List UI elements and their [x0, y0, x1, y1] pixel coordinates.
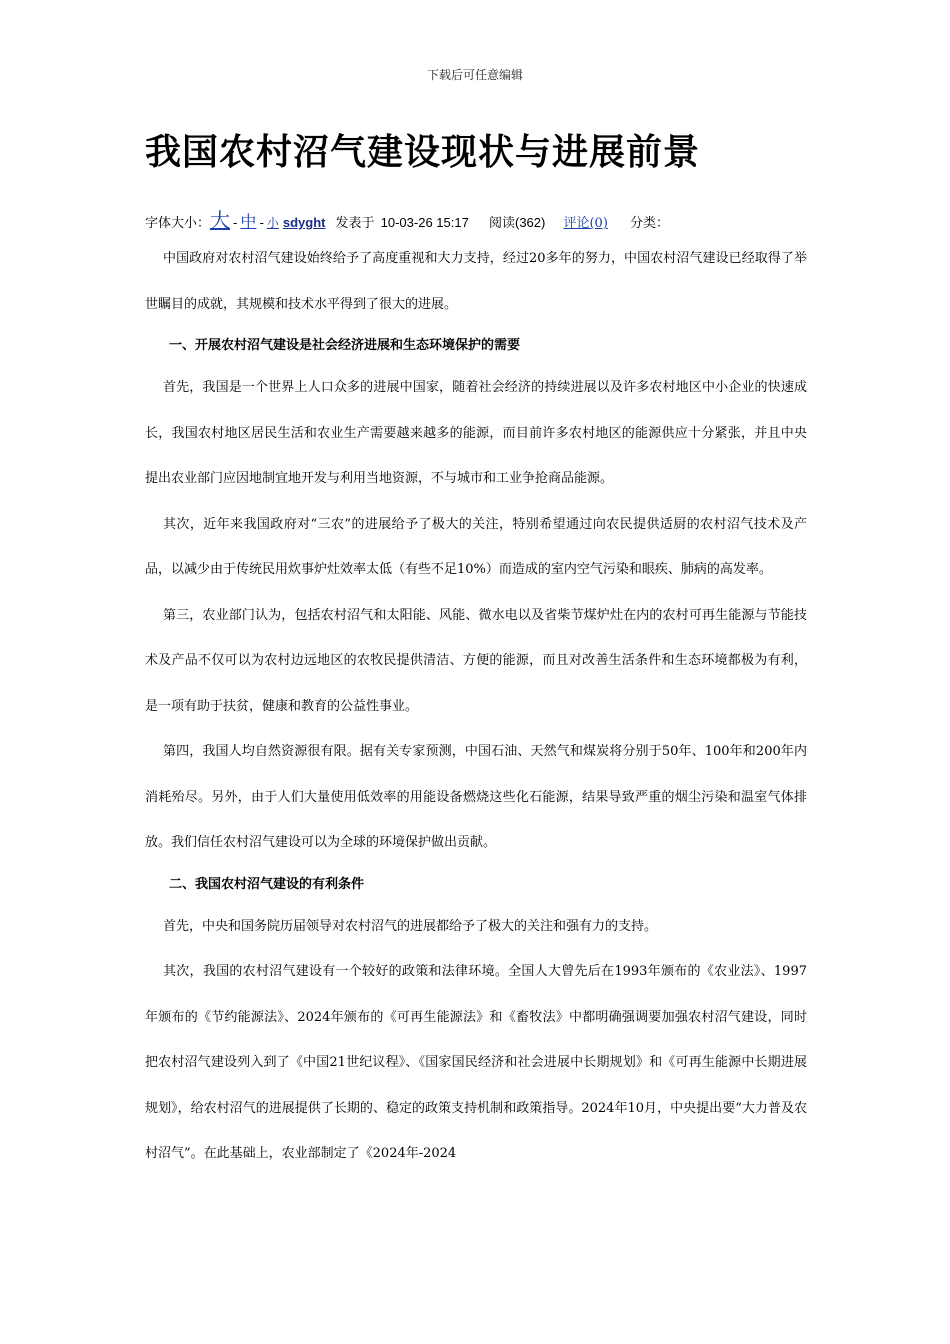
reads-count: (362): [514, 215, 546, 230]
font-size-large-link[interactable]: 大: [210, 208, 231, 232]
section-heading: 二、我国农村沼气建设的有利条件: [169, 876, 365, 892]
paragraph: 中国政府对农村沼气建设始终给予了高度重视和大力支持，经过20多年的努力，中国农村沼气建设已经取得了举世瞩目的成就，其规模和技术水平得到了很大的进展。: [145, 251, 807, 312]
paragraph: 第四，我国人均自然资源很有限。据有关专家预测，中国石油、天然气和煤炭将分别于50年、100年和200年内消耗殆尽。另外，由于人们大量使用低效率的用能设备燃烧这些化石能源，结果导致严重的烟尘污染和温室气体排放。我们信任农村沼气建设可以为全球的环境保护做出贡献。: [145, 744, 807, 850]
font-size-label: 字体大小：: [145, 216, 211, 231]
category-label: 分类：: [630, 216, 670, 231]
paragraph: 首先，我国是一个世界上人口众多的进展中国家，随着社会经济的持续进展以及许多农村地区中小企业的快速成长，我国农村地区居民生活和农业生产需要越来越多的能源，而目前许多农村地区的能源供应十分紧张，并且中央提出农业部门应因地制宜地开发与利用当地资源，不与城市和工业争抢商品能源。: [145, 380, 807, 486]
comments-link[interactable]: 评论(0): [563, 216, 608, 231]
font-size-small-link[interactable]: 小: [266, 216, 279, 230]
posted-label: 发表于: [335, 216, 375, 231]
paragraph: 其次，我国的农村沼气建设有一个较好的政策和法律环境。全国人大曾先后在1993年颁布的《农业法》、1997年颁布的《节约能源法》、2024年颁布的《可再生能源法》和《畜牧法》中都明确强调要加强农村沼气建设，同时把农村沼气建设列入到了《中国21世纪议程》、《国家国民经济和社会进展中长期规划》和《可再生能源中长期进展规划》，给农村沼气的进展提供了长期的、稳定的政策支持机制和政策指导。2024年10月，中央提出要“大力普及农村沼气”。在此基础上，农业部制定了《2024年-2024: [145, 964, 807, 1161]
article-title: 我国农村沼气建设现状与进展前景: [145, 131, 701, 173]
posted-date: 10-03-26 15:17: [380, 215, 469, 230]
article-body: [145, 236, 807, 1177]
separator: -: [233, 216, 238, 231]
article-meta: [145, 204, 669, 233]
paragraph: 首先，中央和国务院历届领导对农村沼气的进展都给予了极大的关注和强有力的支持。: [163, 918, 658, 934]
font-size-medium-link[interactable]: 中: [240, 212, 257, 231]
separator: -: [259, 216, 264, 231]
paragraph: 第三，农业部门认为，包括农村沼气和太阳能、风能、微水电以及省柴节煤炉灶在内的农村可再生能源与节能技术及产品不仅可以为农村边远地区的农牧民提供清洁、方便的能源，而且对改善生活条件和生态环境都极为有利，是一项有助于扶贫，健康和教育的公益性事业。: [145, 607, 807, 714]
paragraph: 其次，近年来我国政府对“三农”的进展给予了极大的关注，特别希望通过向农民提供适厨的农村沼气技术及产品，以减少由于传统民用炊事炉灶效率太低（有些不足10%）而造成的室内空气污染和眼疾、肺病的高发率。: [145, 516, 807, 577]
reads-label: 阅读: [488, 216, 515, 231]
header-note: 下载后可任意编辑: [426, 68, 523, 82]
author-link[interactable]: sdyght: [282, 215, 326, 230]
section-heading: 一、开展农村沼气建设是社会经济进展和生态环境保护的需要: [169, 338, 521, 353]
